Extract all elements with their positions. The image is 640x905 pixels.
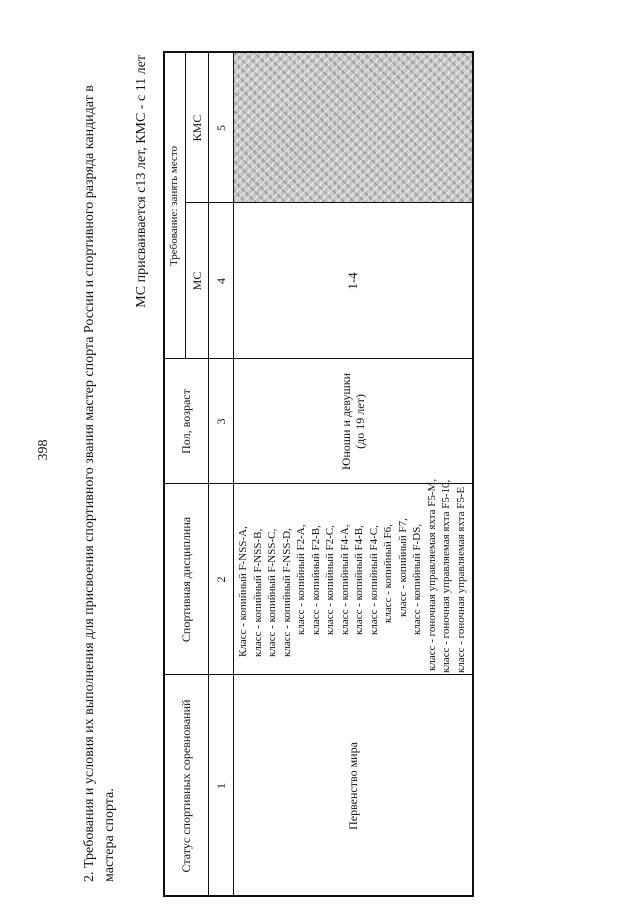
header-gender-age: Пол, возраст (178, 389, 193, 454)
discipline-item: класс - копийный F4-B, (353, 525, 365, 635)
column-number: 5 (213, 125, 228, 131)
page-number: 398 (36, 439, 51, 461)
discipline-item: класс - копийный F-NSS-D, (280, 528, 293, 657)
discipline-item: класс - копийный F4-A, (338, 524, 351, 635)
discipline-item: Класс - копийный F-NSS-A, (237, 526, 249, 657)
header-requirement: Требование: занять место (168, 145, 180, 267)
header-ms: МС (189, 271, 204, 291)
column-number: 1 (213, 783, 228, 789)
discipline-item: класс - копийный F7, (396, 518, 409, 617)
discipline-item: класс - копийный F6, (382, 524, 394, 623)
column-number: 2 (213, 576, 228, 583)
discipline-item: класс - копийный F2-C, (324, 525, 336, 635)
gender-age-cell (233, 359, 472, 484)
discipline-item: класс - гоночная управляемая яхта F5-M, (425, 478, 438, 671)
header-kms: КМС (189, 114, 204, 142)
gender-age-line: Юноши и девушки (338, 372, 353, 471)
column-number: 3 (213, 418, 228, 425)
column-number: 4 (213, 278, 228, 284)
discipline-item: класс - копийный F4-C, (367, 525, 380, 635)
discipline-list (236, 478, 470, 675)
discipline-item: класс - копийный F2-B, (309, 525, 322, 635)
ms-place-cell: 1-4 (344, 272, 360, 290)
kms-shaded-cell (233, 52, 473, 203)
discipline-item: класс - гоночная управляемая яхта F5-10, (440, 479, 452, 673)
discipline-item: класс - копийный F2-A, (295, 524, 307, 635)
discipline-item: класс - гоночная управляемая яхта F5-E (454, 486, 467, 673)
header-discipline: Спортивная дисциплина (178, 516, 193, 643)
requirements-table (163, 51, 473, 897)
status-cell: Первенство мира (345, 742, 360, 830)
discipline-item: класс - копийный F-NSS-B, (251, 528, 264, 657)
gender-age-line: (до 19 лет) (352, 394, 367, 449)
discipline-item: класс - копийный F-DS, (411, 523, 423, 635)
discipline-item: класс - копийный F-NSS-C, (266, 528, 278, 657)
header-status: Статус спортивных соревнований (178, 699, 193, 873)
age-note: МС присваивается с13 лет, КМС - с 11 лет (134, 55, 149, 308)
section-heading: 2. Требования и условия их выполнения для присвоения спортивного звания мастер спорта России и спортивного разряда кандидат в мастера спорта. (82, 85, 117, 882)
